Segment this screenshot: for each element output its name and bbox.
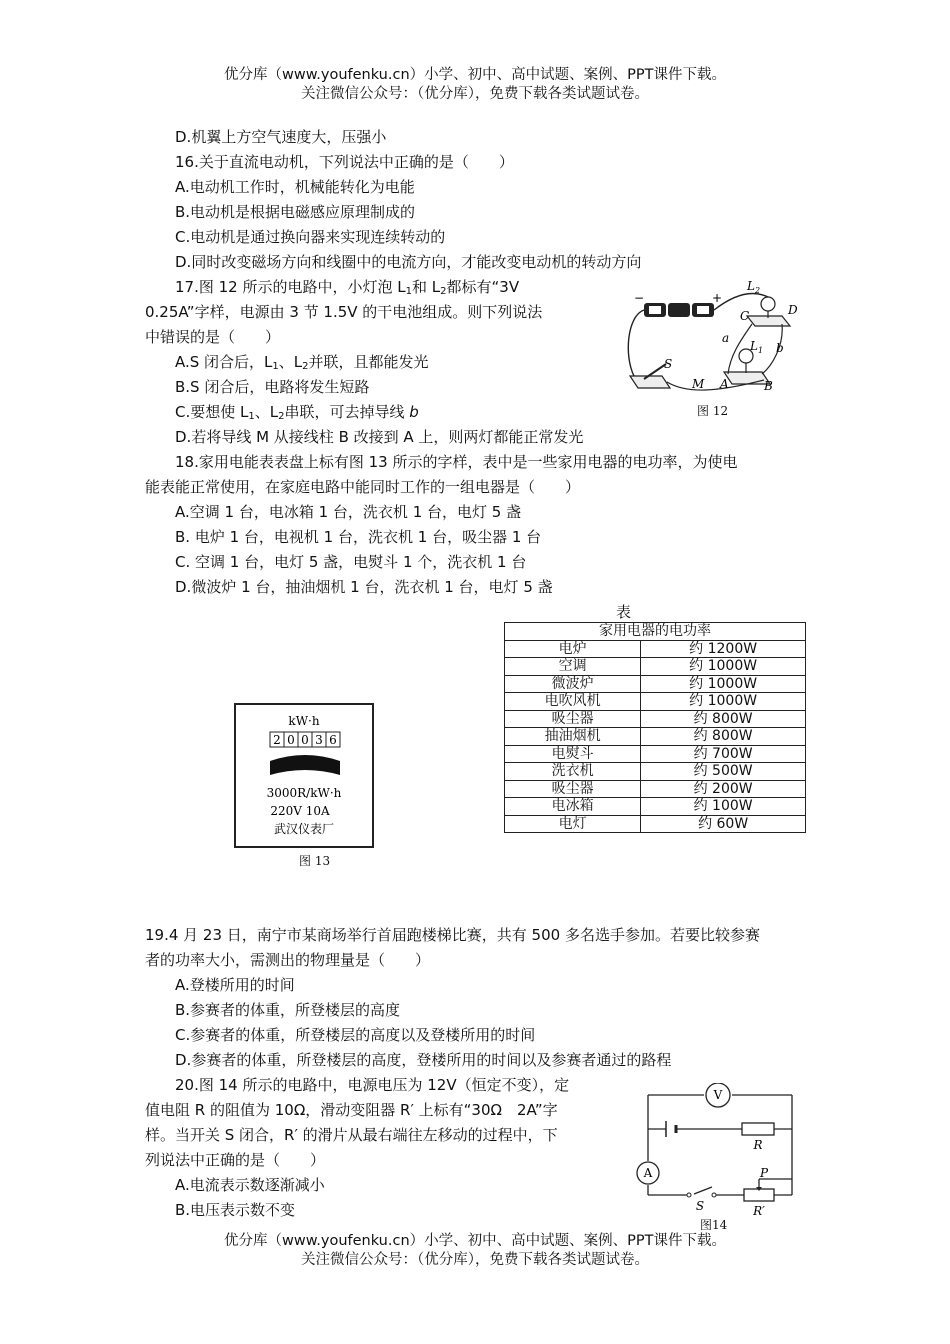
q16-option-b: B.电动机是根据电磁感应原理制成的: [175, 203, 416, 221]
meter-digits: [270, 732, 340, 747]
q17-option-a: A.S 闭合后，$L_1$、$L_2$并联，且都能发光: [175, 353, 429, 372]
table-row: 电冰箱 约 100W: [505, 798, 806, 816]
table-row: 吸尘器 约 800W: [505, 710, 806, 728]
label-b-wire: b: [776, 341, 784, 355]
table-row: 空调 约 1000W: [505, 658, 806, 676]
q20-stem-line1: 20.图 14 所示的电路中，电源电压为 12V（恒定不变），定: [175, 1076, 570, 1094]
q19-option-c: C.参赛者的体重，所登楼层的高度以及登楼所用的时间: [175, 1026, 536, 1044]
label-r: R: [753, 1138, 763, 1152]
q17-stem-line3: 中错误的是（ ）: [145, 328, 281, 346]
power-table: [504, 622, 806, 833]
table-row: 电吹风机 约 1000W: [505, 693, 806, 711]
meter-digit: 2: [273, 733, 281, 747]
figure-13-caption: 图 13: [299, 854, 331, 868]
q16-option-a: A.电动机工作时，机械能转化为电能: [175, 178, 415, 196]
q18-option-b: B. 电炉 1 台，电视机 1 台，洗衣机 1 台，吸尘器 1 台: [175, 528, 542, 546]
table-row: 电熨斗 约 700W: [505, 745, 806, 763]
q16-stem: 16.关于直流电动机，下列说法中正确的是（ ）: [175, 153, 514, 171]
voltmeter-label: V: [713, 1088, 723, 1102]
label-l1: L: [750, 339, 758, 353]
battery-icon: [644, 303, 714, 317]
figure-12-circuit: [622, 276, 802, 421]
q20-stem-line4: 列说法中正确的是（ ）: [145, 1151, 326, 1169]
header-line-2: 关注微信公众号：（优分库），免费下载各类试题试卷。: [301, 86, 649, 102]
q19-stem-line1: 19.4 月 23 日，南宁市某商场举行首届跑楼梯比赛，共有 500 多名选手参加。若要比较参赛: [145, 926, 760, 944]
q18-stem-line2: 能表能正常使用，在家庭电路中能同时工作的一组电器是（ ）: [145, 478, 581, 496]
figure-12-caption: 图 12: [697, 404, 729, 418]
header-line-1: 优分库（www.youfenku.cn）小学、初中、高中试题、案例、PPT课件下载。: [224, 67, 726, 83]
q17-stem-line2: 0.25A”字样，电源由 3 节 1.5V 的干电池组成。则下列说法: [145, 303, 543, 321]
meter-maker: 武汉仪表厂: [273, 822, 335, 836]
meter-rate: 3000R/kW·h: [266, 786, 342, 800]
q17-stem-line1: 17.图 12 所示的电路中，小灯泡 $L_1$和 $L_2$都标有“3V: [175, 278, 520, 297]
footer-line-1: 优分库（www.youfenku.cn）小学、初中、高中试题、案例、PPT课件下载。: [224, 1233, 726, 1249]
figure-13-energy-meter: [234, 703, 374, 848]
table-row: 电灯 约 60W: [505, 815, 806, 833]
q17-option-c: C.要想使 $L_1$、$L_2$串联，可去掉导线 b: [175, 403, 419, 422]
label-l1-sub: 1: [758, 346, 764, 355]
q16-option-c: C.电动机是通过换向器来实现连续转动的: [175, 228, 446, 246]
meter-digit: 0: [301, 733, 309, 747]
q20-stem-line3: 样。当开关 S 闭合，R′ 的滑片从最右端往左移动的过程中，下: [145, 1126, 558, 1144]
power-table-title: 表: [616, 603, 632, 621]
power-table-header: 家用电器的电功率: [505, 623, 806, 641]
q19-option-d: D.参赛者的体重，所登楼层的高度，登楼所用的时间以及参赛者通过的路程: [175, 1051, 672, 1069]
resistor-r-icon: [742, 1123, 774, 1135]
q17-option-d: D.若将导线 M 从接线柱 B 改接到 A 上，则两灯都能正常发光: [175, 428, 584, 446]
meter-digit: 0: [287, 733, 295, 747]
meter-rating: 220V 10A: [270, 804, 330, 818]
q18-option-c: C. 空调 1 台，电灯 5 盏，电熨斗 1 个，洗衣机 1 台: [175, 553, 527, 571]
figure-14-caption: 图14: [700, 1218, 728, 1232]
label-s: S: [695, 1199, 705, 1213]
label-s: S: [664, 357, 673, 371]
battery-minus-label: −: [634, 291, 645, 305]
label-a-wire: a: [722, 331, 730, 345]
table-row: 洗衣机 约 500W: [505, 763, 806, 781]
label-r-prime: R′: [753, 1204, 765, 1215]
q15-option-d: D.机翼上方空气速度大，压强小: [175, 128, 387, 146]
table-row: 吸尘器 约 200W: [505, 780, 806, 798]
footer-line-2: 关注微信公众号：（优分库），免费下载各类试题试卷。: [301, 1252, 649, 1268]
q18-option-d: D.微波炉 1 台，抽油烟机 1 台，洗衣机 1 台，电灯 5 盏: [175, 578, 553, 596]
q20-stem-line2: 值电阻 R 的阻值为 10Ω，滑动变阻器 R′ 上标有“30Ω 2A”字: [145, 1101, 558, 1119]
battery-plus-label: +: [712, 291, 723, 305]
q16-option-d: D.同时改变磁场方向和线圈中的电流方向，才能改变电动机的转动方向: [175, 253, 642, 271]
q19-stem-line2: 者的功率大小，需测出的物理量是（ ）: [145, 951, 431, 969]
q17-option-b: B.S 闭合后，电路将发生短路: [175, 378, 370, 396]
meter-digit: 3: [315, 733, 323, 747]
label-terminal-a: A: [720, 377, 729, 391]
label-d: D: [788, 303, 798, 317]
label-terminal-b: B: [764, 379, 773, 393]
label-c: C: [740, 309, 750, 323]
q19-option-b: B.参赛者的体重，所登楼层的高度: [175, 1001, 401, 1019]
meter-digit: 6: [329, 733, 337, 747]
q18-option-a: A.空调 1 台，电冰箱 1 台，洗衣机 1 台，电灯 5 盏: [175, 503, 522, 521]
ammeter-label: A: [643, 1166, 653, 1180]
q20-option-b: B.电压表示数不变: [175, 1201, 296, 1219]
q18-stem-line1: 18.家用电能表表盘上标有图 13 所示的字样，表中是一些家用电器的电功率，为使电: [175, 453, 738, 471]
label-m: M: [692, 377, 705, 391]
label-l2-sub: 2: [755, 286, 761, 295]
table-row: 微波炉 约 1000W: [505, 675, 806, 693]
label-l2: L: [747, 279, 755, 293]
q20-option-a: A.电流表示数逐渐减小: [175, 1176, 325, 1194]
q19-option-a: A.登楼所用的时间: [175, 976, 295, 994]
bulb-l2-icon: [761, 297, 775, 311]
table-row: 抽油烟机 约 800W: [505, 728, 806, 746]
label-p: P: [759, 1166, 769, 1180]
meter-unit: kW·h: [288, 714, 320, 728]
table-row: 电炉 约 1200W: [505, 640, 806, 658]
figure-14-circuit: [632, 1083, 802, 1215]
